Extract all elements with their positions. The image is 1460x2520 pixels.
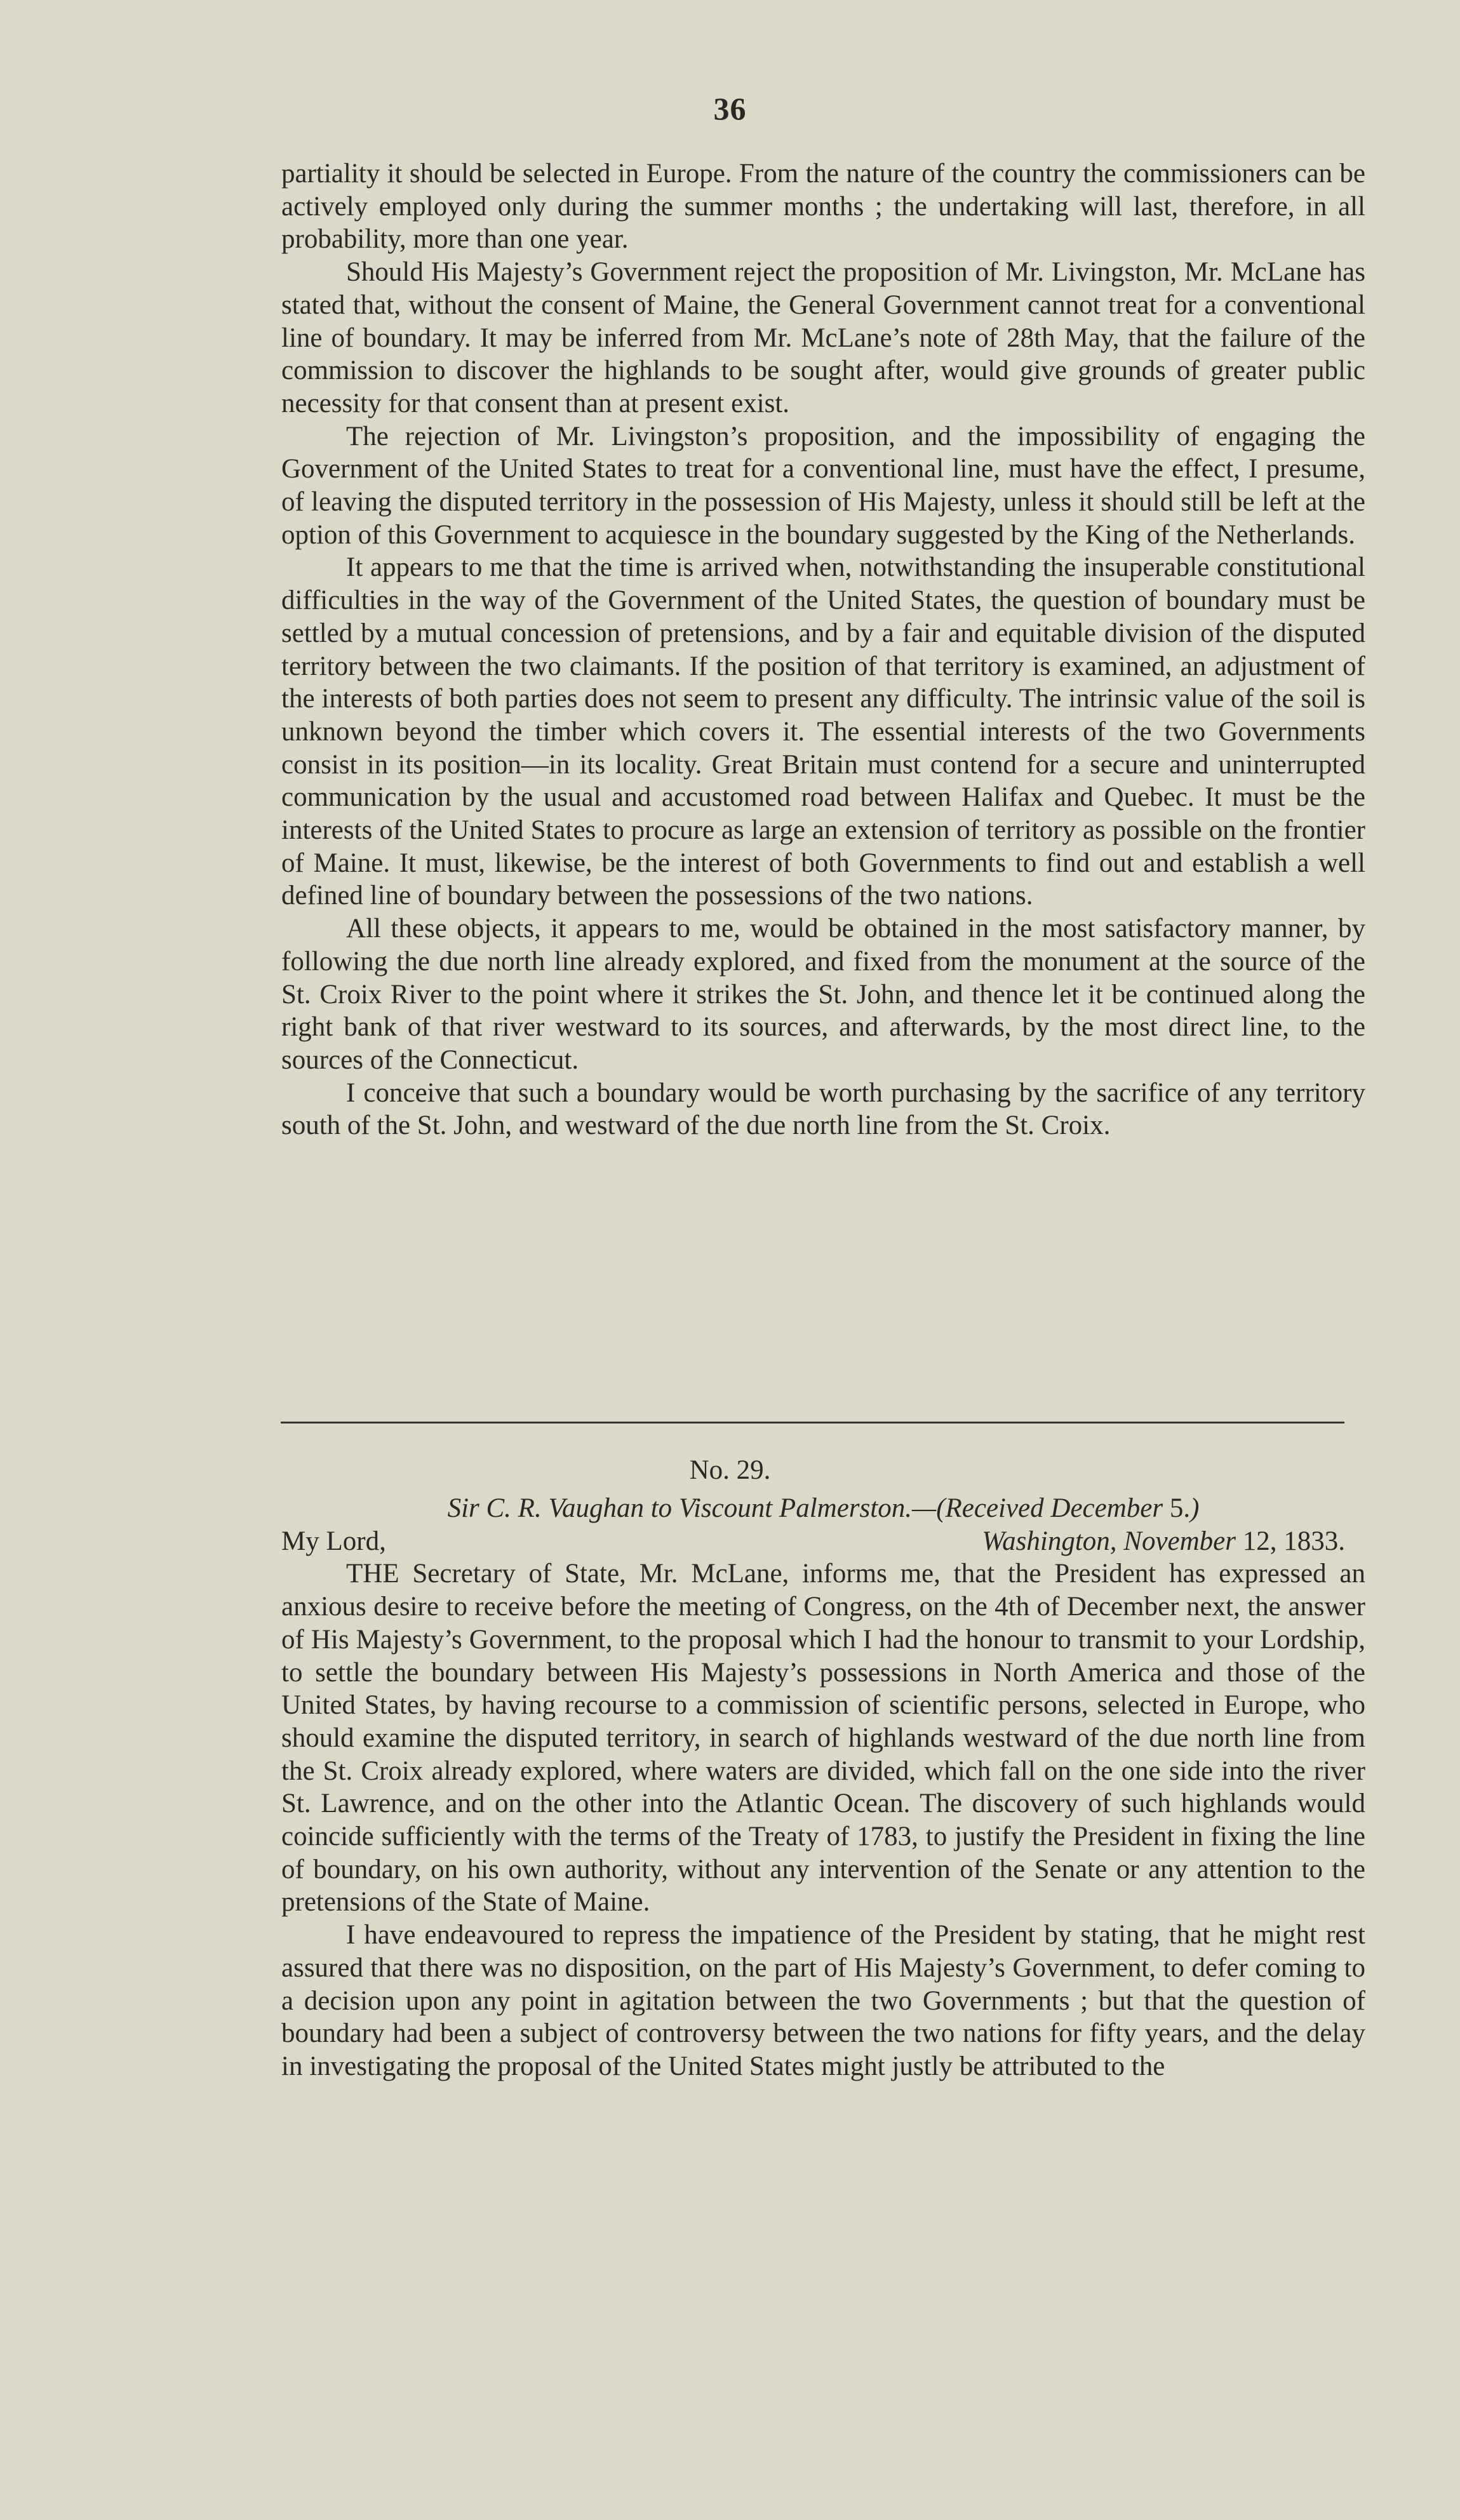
date-numerals: 12, 1833. — [1242, 1526, 1345, 1556]
place-date — [982, 1525, 1345, 1558]
letter-title: Sir C. R. Vaughan to Viscount Palmerston.— — [447, 1493, 937, 1523]
document-number: No. 29. — [689, 1455, 771, 1485]
letter — [281, 1492, 1365, 2083]
received-note: (Received December — [936, 1493, 1170, 1523]
paragraph-rejection-consequence: Should His Majesty’s Government reject the proposition of Mr. Livingston, Mr. McLane has stated that, without the consent of Maine, the General Government cannot treat for a conventional line of boundary. It may be inferred from Mr. McLane’s note of 28th May, that the failure of the commission to discover the highlands to be sought after, would give grounds of greater public necessity for that consent than at present exist. — [281, 257, 1365, 418]
paragraph-proposed-line: All these objects, it appears to me, would be obtained in the most satisfactory manner, by following the due north line already explored, and fixed from the monument at the source of the St. Croix River to the point where it strikes the St. John, and thence let it be continued along the right bank of that river westward to its sources, and afterwards, by the most direct line, to the sources of the Connecticut. — [281, 914, 1365, 1075]
paragraph-mutual-concession: It appears to me that the time is arrived when, notwithstanding the insuperable constitutional difficulties in the way of the Government of the United States, the question of boundary must be settled by a mutual concession of pretensions, and by a fair and equitable division of the disputed territory between the two claimants. If the position of that territory is examined, an adjustment of the interests of both parties does not seem to present any difficulty. The intrinsic value of the soil is unknown beyond the timber which covers it. The essential interests of the two Governments consist in its position—in its locality. Great Britain must contend for a secure and uninterrupted communication by the usual and accustomed road between Halifax and Quebec. It must be the interests of the United States to procure as large an extension of territory as possible on the frontier of Maine. It must, likewise, be the interest of both Governments to find out and establish a well defined line of boundary between the possessions of the two nations. — [281, 552, 1365, 911]
letter-heading — [281, 1492, 1365, 1525]
section-divider — [281, 1422, 1344, 1423]
paragraph-disputed-territory: The rejection of Mr. Livingston’s proposition, and the impossibility of engaging the Government of the United States to treat for a conventional line, must have the effect, I presume, of leaving the disputed territory in the possession of His Majesty, unless it should still be left at the option of this Government to acquiesce in the boundary suggested by the King of the Netherlands. — [281, 421, 1365, 550]
place-month: Washington, November — [982, 1526, 1243, 1556]
paragraph-continued: partiality it should be selected in Europe. From the nature of the country the commissioners can be actively employed only during the summer months ; the undertaking will last, therefore, in all probability, more than one year. — [281, 159, 1365, 255]
received-day: 5. — [1169, 1493, 1191, 1523]
salutation-line — [281, 1525, 1365, 1558]
continuation-text — [281, 157, 1365, 1142]
paragraph-conclusion: I conceive that such a boundary would be worth purchasing by the sacrifice of any territory south of the St. John, and westward of the due north line from the St. Croix. — [281, 1077, 1365, 1141]
letter-paragraph-presidents-request: THE Secretary of State, Mr. McLane, informs me, that the President has expressed an anxious desire to receive before the meeting of Congress, on the 4th of December next, the answer of His Majesty’s Government, to the proposal which I had the honour to transmit to your Lordship, to settle the boundary between His Majesty’s possessions in North America and those of the United States, by having recourse to a commission of scientific persons, selected in Europe, who should examine the disputed territory, in search of highlands westward of the due north line from the St. Croix already explored, where waters are divided, which fall on the one side into the river St. Lawrence, and on the other into the Atlantic Ocean. The discovery of such highlands would coincide sufficiently with the terms of the Treaty of 1783, to justify the President in fixing the line of boundary, on his own authority, without any intervention of the Senate or any attention to the pretensions of the State of Maine. — [281, 1559, 1365, 1917]
page-number: 36 — [713, 91, 747, 126]
letter-paragraph-reply: I have endeavoured to repress the impatience of the President by stating, that he might rest assured that there was no disposition, on the part of His Majesty’s Government, to defer coming to a decision upon any point in agitation between the two Governments ; but that the question of boundary had been a subject of controversy between the two nations for fifty years, and the delay in investigating the proposal of the United States might justly be attributed to the — [281, 1920, 1365, 2081]
salutation: My Lord, — [281, 1526, 386, 1556]
received-close: ) — [1190, 1493, 1200, 1523]
